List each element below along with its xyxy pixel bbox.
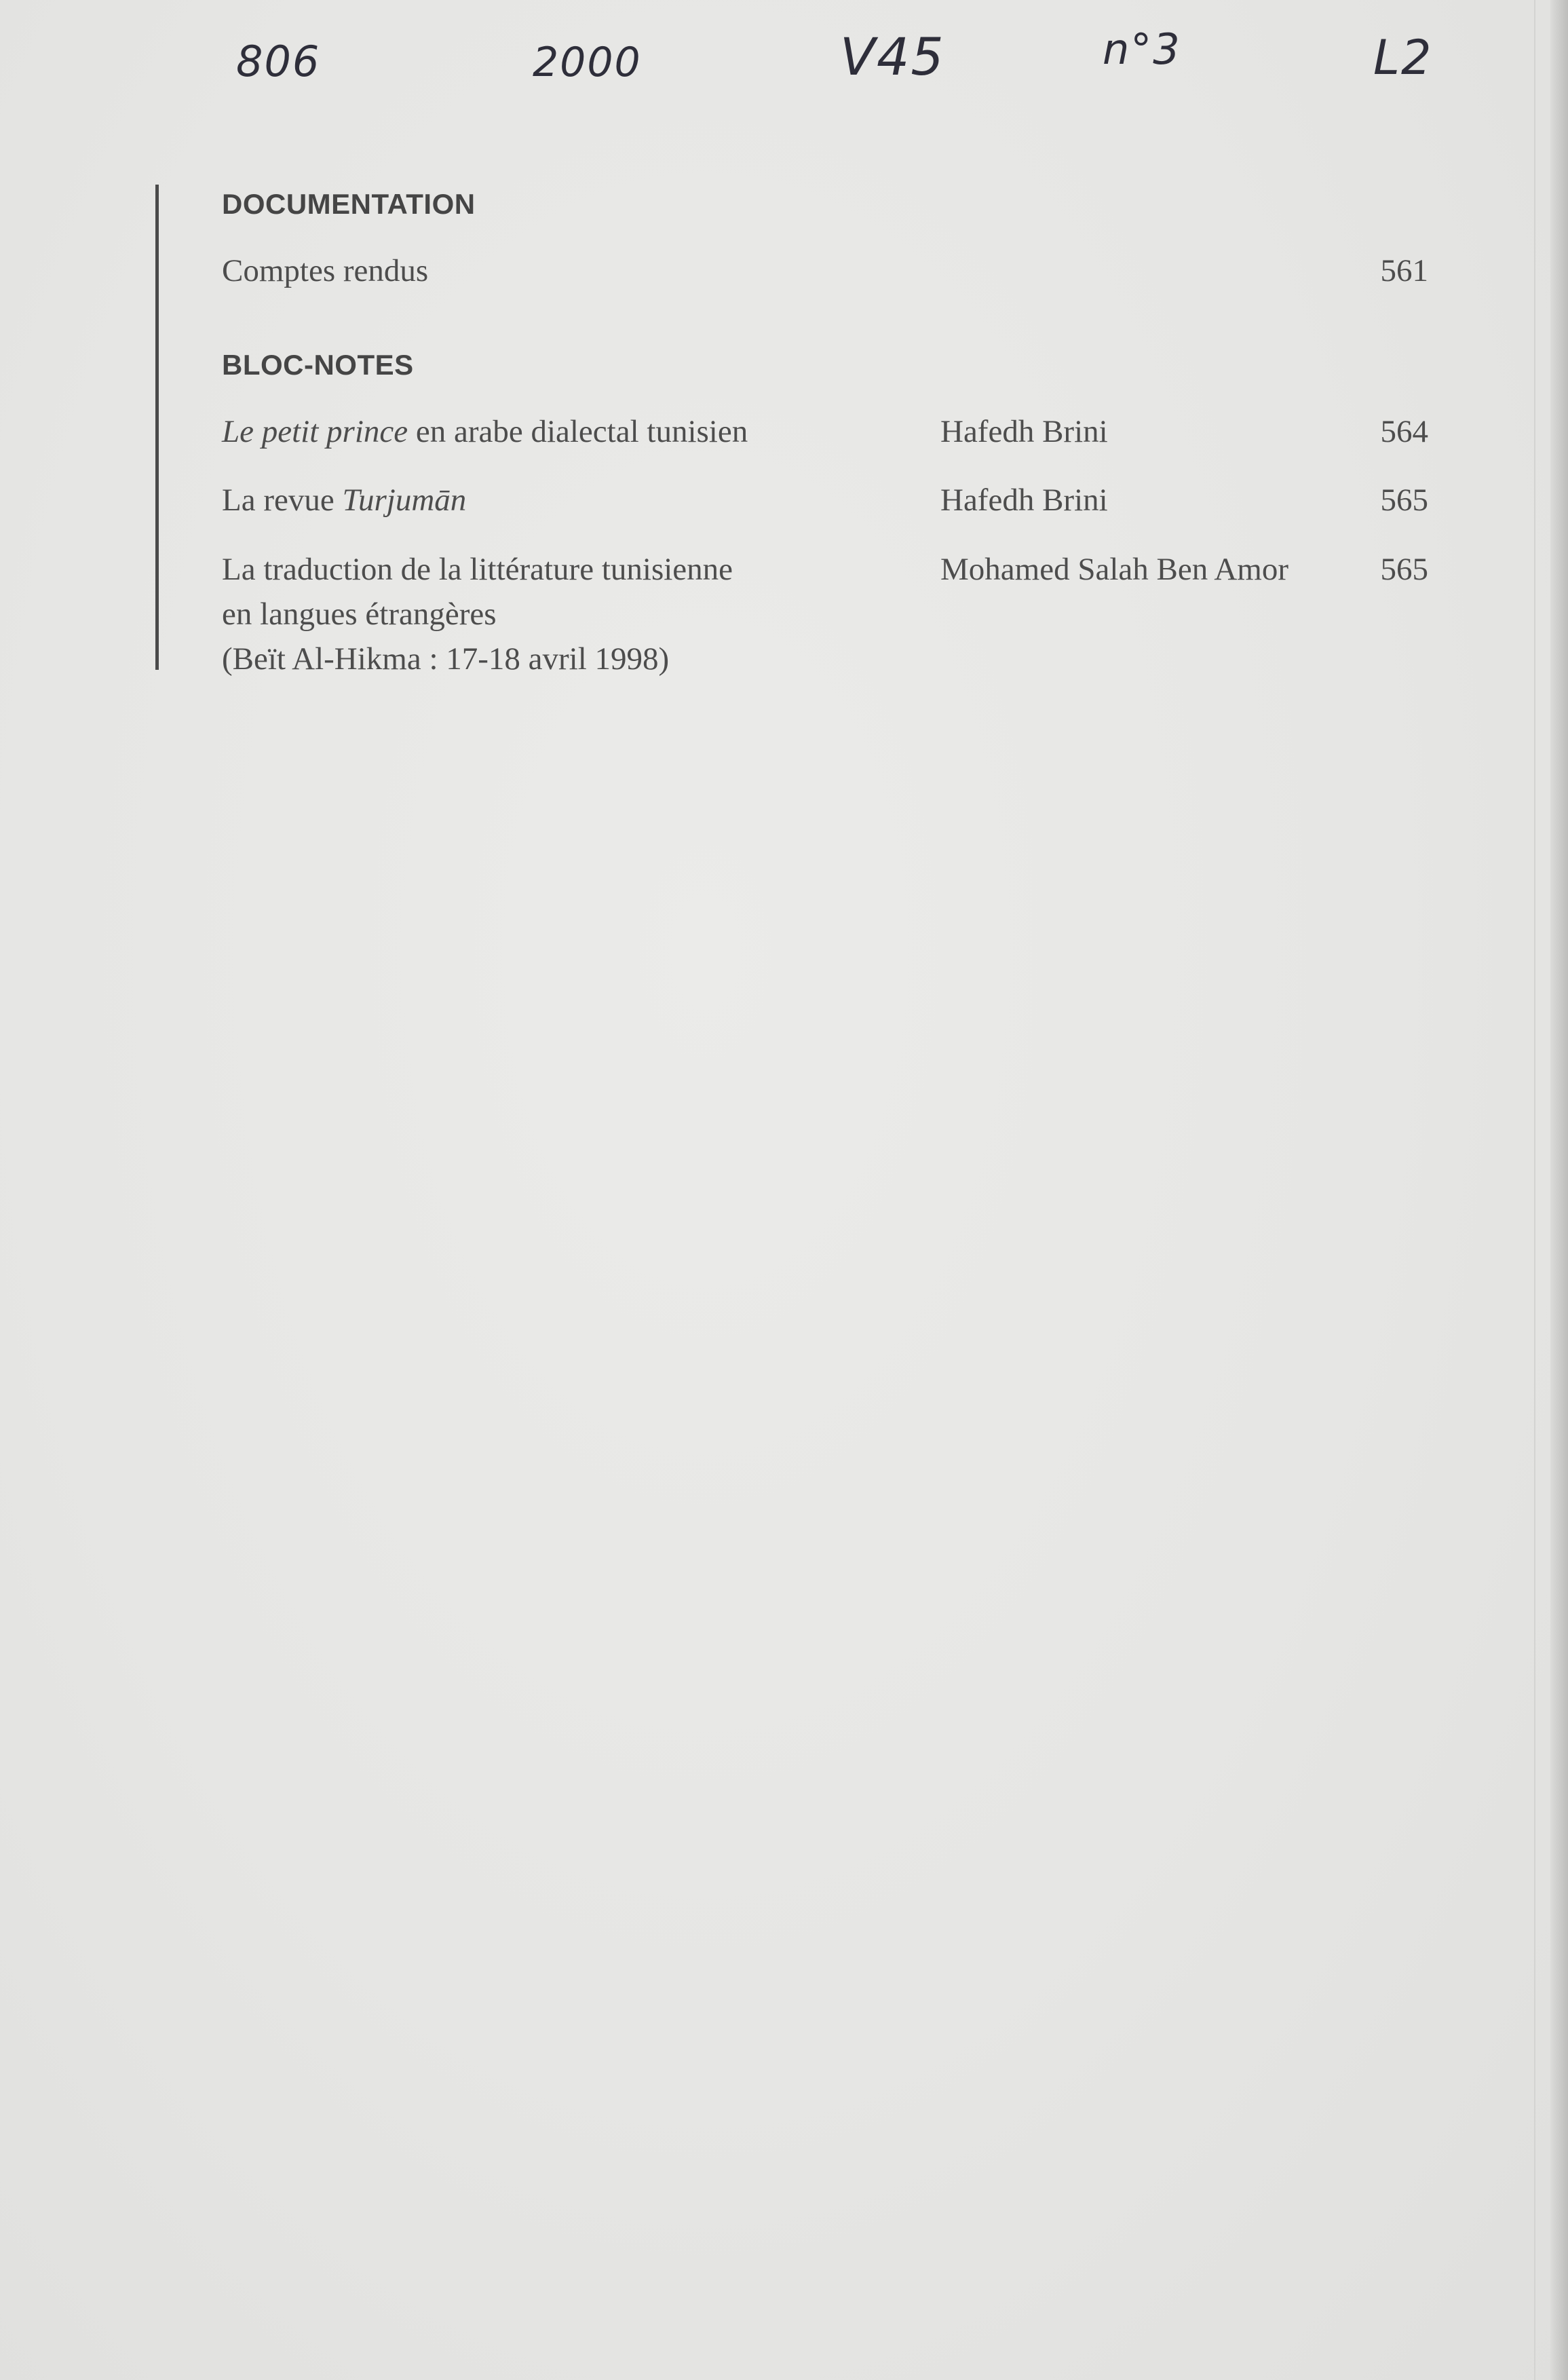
toc-entry-title-rest: en arabe dialectal tunisien — [408, 414, 748, 449]
handwritten-annotation: L2 — [1373, 30, 1433, 86]
toc-entry-page: 564 — [1380, 414, 1428, 449]
section-heading-bloc-notes: BLOC-NOTES — [222, 349, 414, 381]
handwritten-annotation: 806 — [236, 37, 321, 86]
toc-entry-title-line: (Beït Al-Hikma : 17-18 avril 1998) — [222, 641, 670, 677]
toc-entry-title-italic: Le petit prince — [222, 414, 408, 449]
toc-entry-author: Hafedh Brini — [940, 483, 1108, 518]
page-fold-line — [1534, 0, 1535, 2380]
toc-entry-page: 561 — [1380, 253, 1428, 288]
toc-entry-title: Comptes rendus — [222, 253, 429, 288]
handwritten-annotation: 2000 — [533, 39, 642, 86]
toc-entry-author: Mohamed Salah Ben Amor — [940, 552, 1289, 587]
toc-entry-title-italic: Turjumān — [342, 483, 467, 518]
handwritten-annotation: V45 — [840, 26, 945, 87]
toc-entry-title — [222, 547, 733, 681]
toc-vertical-rule — [155, 185, 159, 670]
toc-entry-page: 565 — [1380, 483, 1428, 518]
toc-entry-title — [222, 478, 466, 523]
toc-entry-title-line: en langues étrangères — [222, 597, 497, 632]
page-edge-shadow — [1550, 0, 1568, 2380]
toc-entry-title-prefix: La revue — [222, 483, 343, 518]
toc-entry-page: 565 — [1380, 552, 1428, 587]
toc-entry-title — [222, 409, 748, 454]
section-heading-documentation: DOCUMENTATION — [222, 188, 476, 220]
handwritten-annotation: n°3 — [1103, 24, 1181, 74]
toc-entry-author: Hafedh Brini — [940, 414, 1108, 449]
toc-entry-title-line: La traduction de la littérature tunisienne — [222, 552, 733, 587]
